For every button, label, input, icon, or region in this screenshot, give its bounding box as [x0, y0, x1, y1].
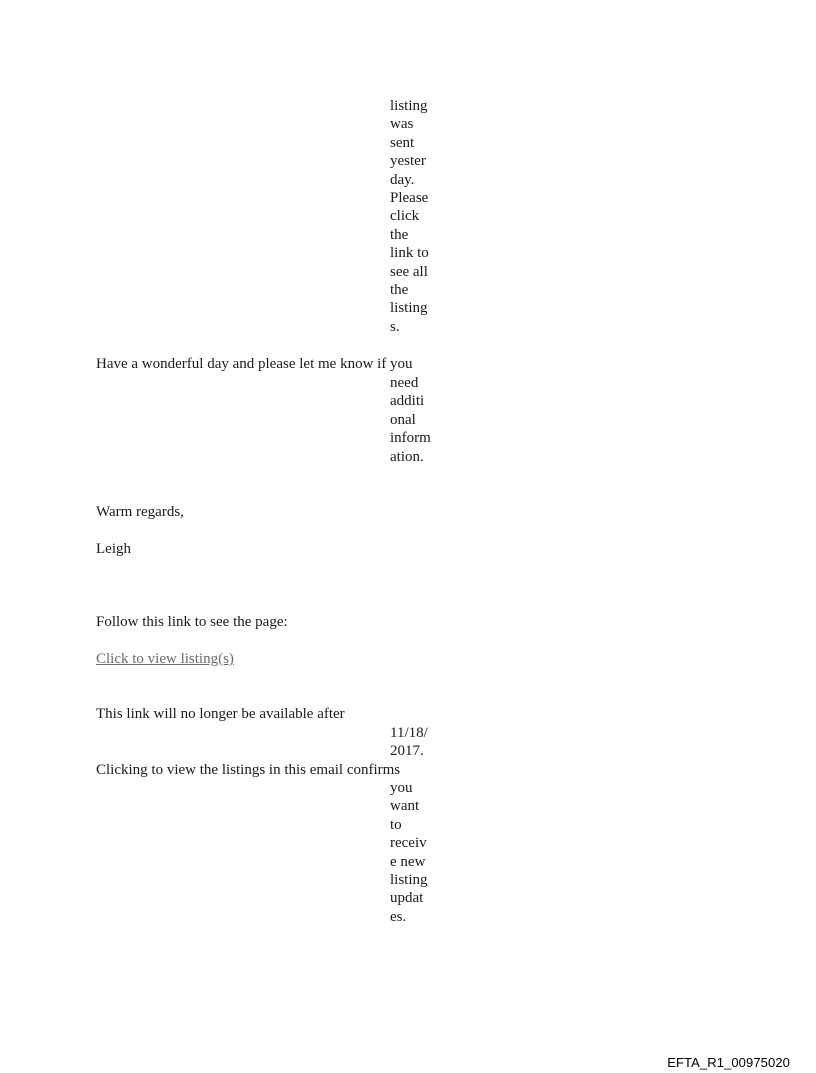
text-fragment: es.	[390, 908, 407, 925]
text-fragment: was	[390, 116, 414, 133]
text-fragment: updat	[390, 890, 424, 907]
text-fragment: listing	[390, 300, 428, 317]
document-id: EFTA_R1_00975020	[667, 1055, 790, 1070]
text-fragment: link to	[390, 245, 429, 262]
text-fragment: listing	[390, 98, 428, 114]
text-fragment: you	[390, 780, 413, 796]
text-fragment: the	[390, 226, 409, 243]
text-fragment: click	[390, 208, 420, 225]
text-fragment: 11/18/	[390, 725, 428, 741]
text-fragment: want	[390, 798, 420, 815]
text-fragment: the	[390, 282, 409, 299]
text-fragment: 2017.	[390, 743, 424, 760]
signature-name: Leigh	[96, 541, 131, 557]
text-fragment: onal	[390, 411, 416, 428]
text-fragment: to	[390, 816, 402, 833]
text-fragment: see all	[390, 263, 428, 280]
regards-text: Warm regards,	[96, 504, 184, 520]
confirm-line: Clicking to view the listings in this email confirms	[96, 762, 401, 778]
text-fragment: yester	[390, 153, 426, 170]
text-fragment: s.	[390, 318, 400, 335]
view-listings-link[interactable]: Click to view listing(s)	[96, 651, 234, 667]
text-fragment: Please	[390, 190, 429, 207]
text-fragment: inform	[390, 430, 431, 447]
text-fragment: ation.	[390, 448, 424, 465]
text-fragment: receiv	[390, 835, 427, 852]
text-fragment: need	[390, 375, 419, 391]
expiry-date-column	[390, 724, 438, 761]
text-fragment: day.	[390, 171, 415, 188]
closing-continuation-column	[390, 374, 438, 466]
text-fragment: additi	[390, 393, 425, 410]
follow-link-text: Follow this link to see the page:	[96, 614, 288, 630]
availability-text: This link will no longer be available after	[96, 706, 345, 722]
text-fragment: sent	[390, 134, 415, 151]
confirm-continuation-column	[390, 779, 438, 926]
text-fragment: listing	[390, 872, 428, 889]
text-fragment: e new	[390, 853, 426, 870]
closing-line: Have a wonderful day and please let me know if you	[96, 356, 413, 372]
listing-sent-text-column	[390, 97, 438, 336]
